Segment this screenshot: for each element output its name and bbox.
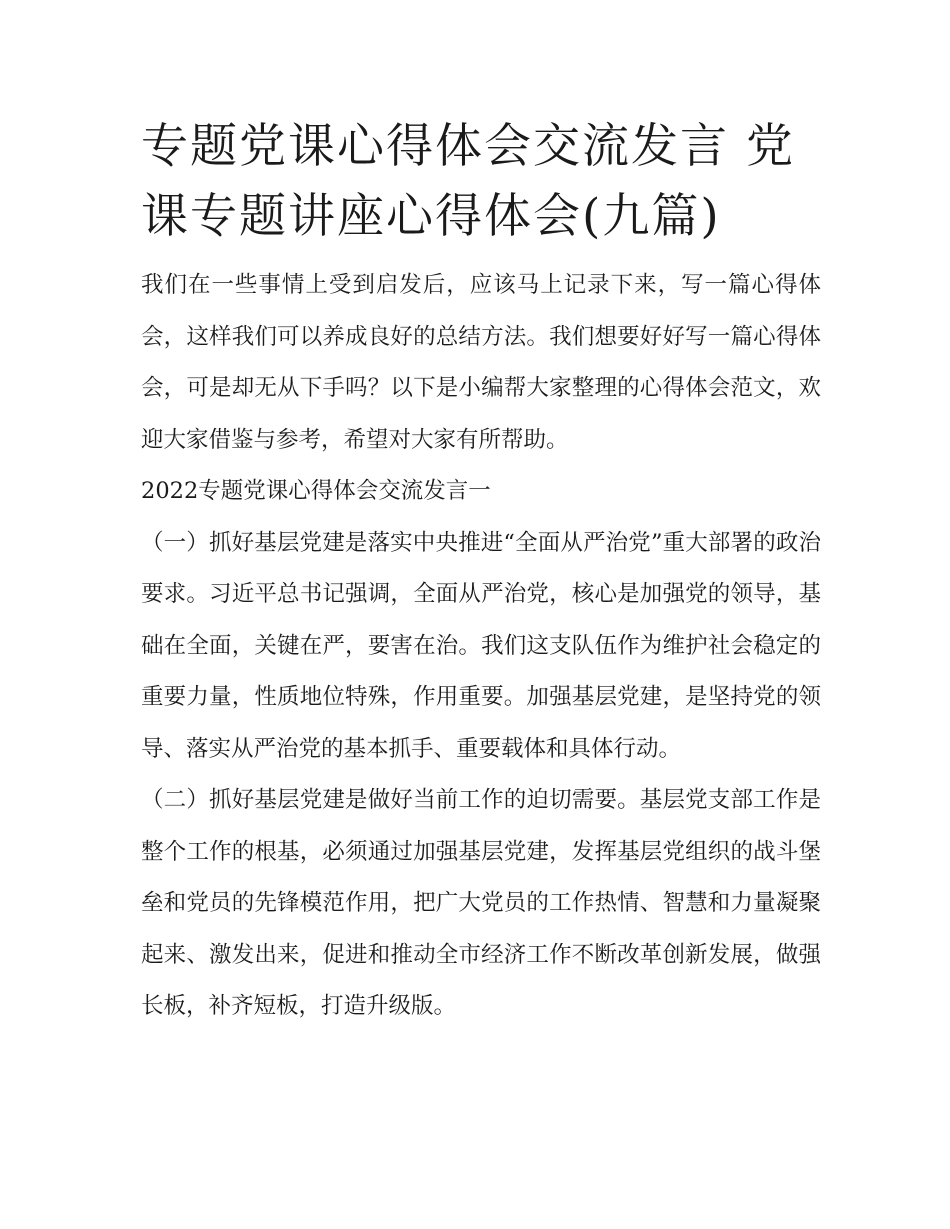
section-heading: 2022专题党课心得体会交流发言一 xyxy=(141,478,491,504)
body-paragraph-2: （二）抓好基层党建是做好当前工作的迫切需要。基层党支部工作是整个工作的根基，必须通过加强基层党建，发挥基层党组织的战斗堡垒和党员的先锋模范作用，把广大党员的工作热情、智慧和力量凝聚起来、激发出来，促进和推动全市经济工作不断改革创新发展，做强长板，补齐短板，打造升级版。 xyxy=(141,787,821,1019)
document-title: 专题党课心得体会交流发言 党课专题讲座心得体会(九篇) xyxy=(141,119,795,244)
document-page xyxy=(141,112,821,1033)
body-paragraph-1: （一）抓好基层党建是落实中央推进“全面从严治党”重大部署的政治要求。习近平总书记强调，全面从严治党，核心是加强党的领导，基础在全面，关键在严，要害在治。我们这支队伍作为维护社会稳定的重要力量，性质地位特殊，作用重要。加强基层党建，是坚持党的领导、落实从严治党的基本抓手、重要载体和具体行动。 xyxy=(141,529,821,762)
intro-paragraph: 我们在一些事情上受到启发后，应该马上记录下来，写一篇心得体会，这样我们可以养成良好的总结方法。我们想要好好写一篇心得体会，可是却无从下手吗？以下是小编帮大家整理的心得体会范文，欢迎大家借鉴与参考，希望对大家有所帮助。 xyxy=(141,272,821,453)
